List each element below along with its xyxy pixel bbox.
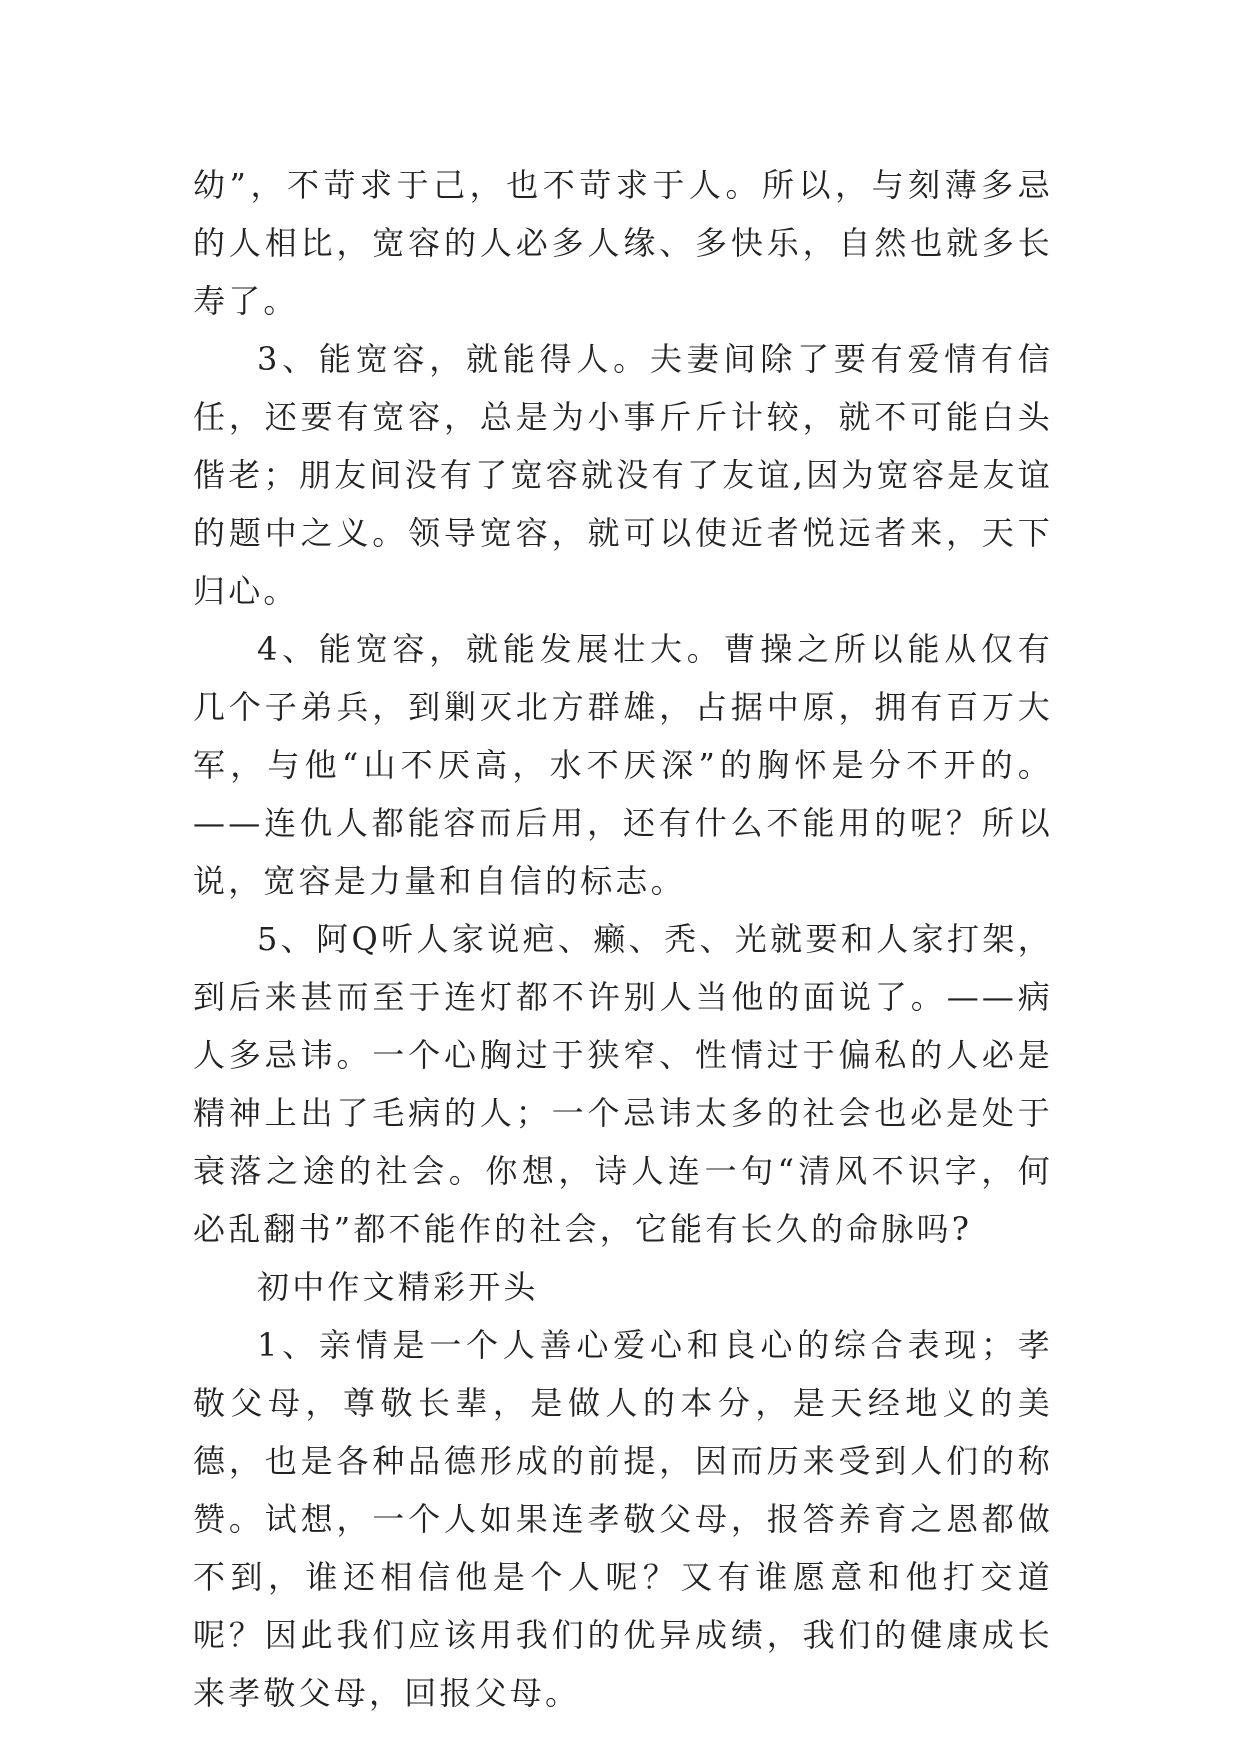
- paragraph-continuation: 幼”，不苛求于己，也不苛求于人。所以，与刻薄多忌的人相比，宽容的人必多人缘、多快乐，自然也就多长寿了。: [193, 166, 1053, 320]
- section-heading: 初中作文精彩开头: [257, 1268, 539, 1306]
- paragraph-point-5: 5、阿Q听人家说疤、癞、秃、光就要和人家打架，到后来甚而至于连灯都不许别人当他的面说了。——病人多忌讳。一个心胸过于狭窄、性情过于偏私的人必是精神上出了毛病的人；一个忌讳太多的社会也必是处于衰落之途的社会。你想，诗人连一句“清风不识字，何必乱翻书”都不能作的社会，它能有长久的命脉吗?: [193, 920, 1053, 1248]
- document-page: [193, 156, 1053, 1722]
- paragraph-point-4: 4、能宽容，就能发展壮大。曹操之所以能从仅有几个子弟兵，到剿灭北方群雄，占据中原，拥有百万大军，与他“山不厌高，水不厌深”的胸怀是分不开的。——连仇人都能容而后用，还有什么不能用的呢？所以说，宽容是力量和自信的标志。: [193, 630, 1053, 900]
- paragraph-point-3: 3、能宽容，就能得人。夫妻间除了要有爱情有信任，还要有宽容，总是为小事斤斤计较，就不可能白头偕老；朋友间没有了宽容就没有了友谊,因为宽容是友谊的题中之义。领导宽容，就可以使近者悦远者来，天下归心。: [193, 340, 1053, 610]
- paragraph-opening-1: 1、亲情是一个人善心爱心和良心的综合表现；孝敬父母，尊敬长辈，是做人的本分，是天经地义的美德，也是各种品德形成的前提，因而历来受到人们的称赞。试想，一个人如果连孝敬父母，报答养育之恩都做不到，谁还相信他是个人呢？又有谁愿意和他打交道呢？因此我们应该用我们的优异成绩，我们的健康成长来孝敬父母，回报父母。: [193, 1326, 1053, 1712]
